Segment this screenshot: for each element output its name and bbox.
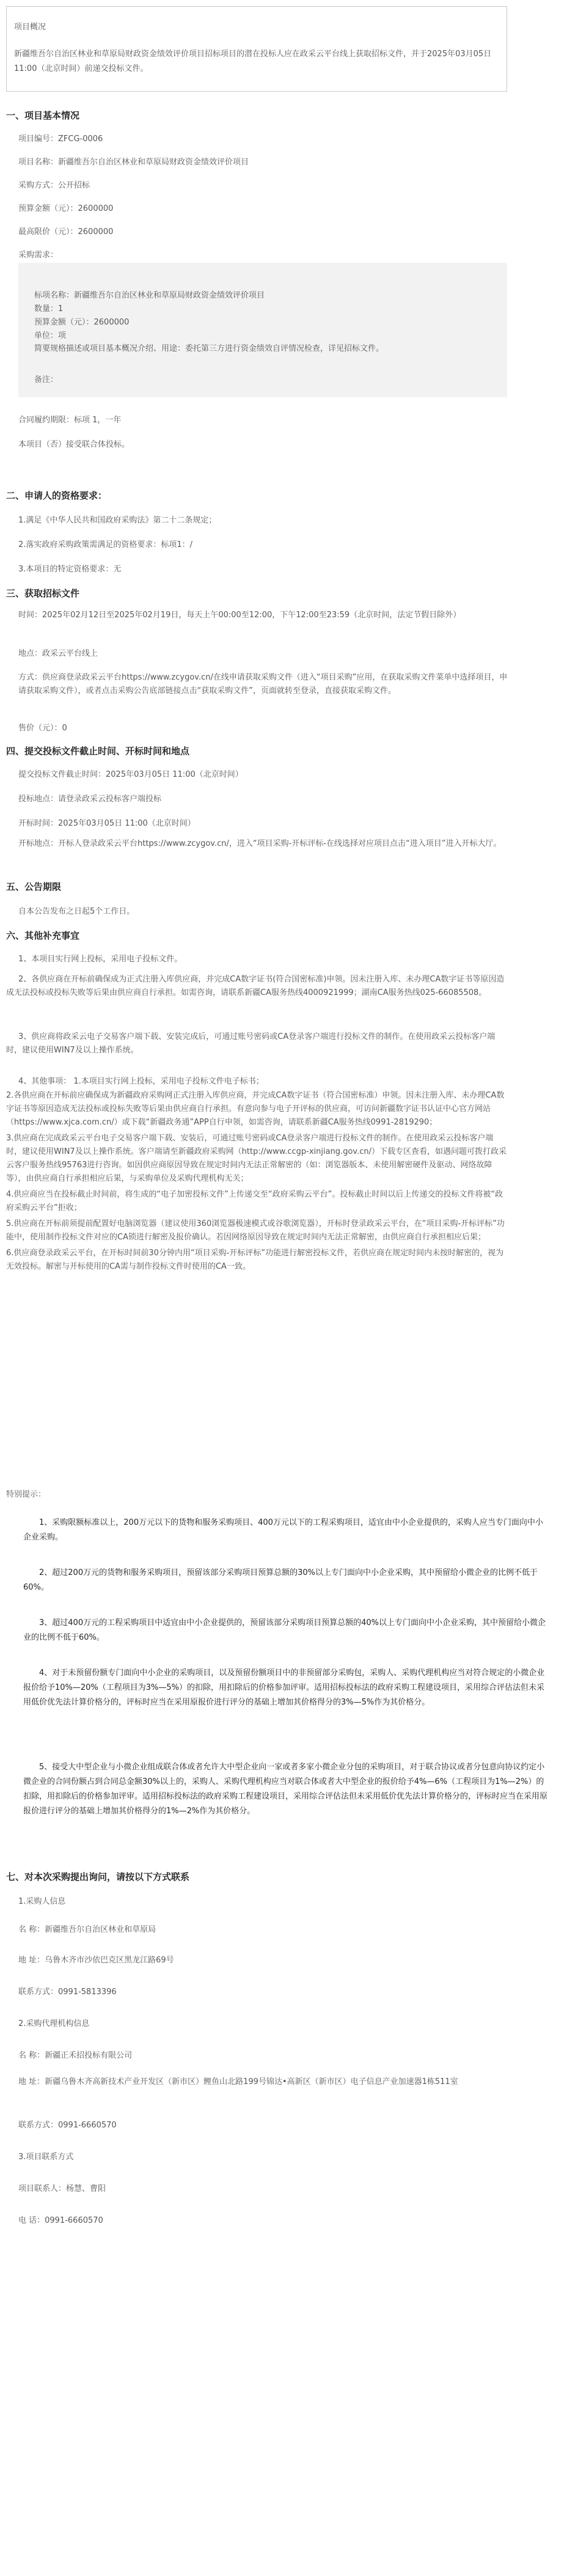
section-2-heading: 二、申请人的资格要求： xyxy=(6,490,108,501)
package-unit: 单位：项 xyxy=(34,331,67,340)
package-budget: 预算金额（元）：2600000 xyxy=(34,318,130,327)
announcement-period: 自本公告发布之日起5个工作日。 xyxy=(18,907,135,916)
agent-address: 地 址：新疆乌鲁木齐高新技术产业开发区（新市区）鲤鱼山北路199号锦达•高新区（新市区）电子信息产业加速器1栋511室 xyxy=(18,2077,458,2086)
buyer-name: 名 称：新疆维吾尔自治区林业和草原局 xyxy=(18,1925,156,1934)
qualification-item: 2.落实政府采购政策需满足的资格要求：标项1：/ xyxy=(18,540,193,549)
special-notice-label: 特别提示： xyxy=(6,1490,46,1499)
supplement-item: 3、供应商将政采云电子交易客户端下载、安装完成后，可通过账号密码或CA登录客户端进行投标文件的制作。在使用政采云投标客户端时，建议使用WIN7及以上操作系统。 xyxy=(6,1032,496,1055)
special-notice-item: 2、超过200万元的货物和服务采购项目，预留该部分采购项目预算总额的30%以上专门面向中小企业采购，其中预留给小微企业的比例不低于60%。 xyxy=(23,1568,538,1592)
qualification-item: 1.满足《中华人民共和国政府采购法》第二十二条规定； xyxy=(18,516,217,525)
bid-opening-place: 开标地点：开标人登录政采云平台https://www.zcygov.cn/，进入“项目采购-开标评标-在线选择对应项目点击“进入项目”进入开标大厅。 xyxy=(18,839,502,848)
project-name: 项目名称：新疆维吾尔自治区林业和草原局财政资金绩效评价项目 xyxy=(18,158,249,167)
bid-submission-place: 投标地点：请登录政采云投标客户端投标 xyxy=(18,794,162,804)
max-price: 最高限价（元）：2600000 xyxy=(18,227,114,237)
package-quantity: 数量：1 xyxy=(34,304,64,314)
buyer-info-title: 1.采购人信息 xyxy=(18,1897,66,1906)
section-5-heading: 五、公告期限 xyxy=(6,881,62,892)
overview-title: 项目概况 xyxy=(14,23,46,32)
project-overview-box xyxy=(6,6,507,92)
agent-phone: 联系方式：0991-6660570 xyxy=(18,2121,117,2130)
contract-period: 合同履约期限：标项 1，一年 xyxy=(18,416,122,425)
project-contact-title: 3.项目联系方式 xyxy=(18,2152,74,2162)
procurement-requirement-label: 采购需求： xyxy=(18,251,59,260)
consortium-note: 本项目（否）接受联合体投标。 xyxy=(18,440,130,449)
supplement-item: 1、本项目实行网上投标，采用电子投标文件。 xyxy=(18,955,183,964)
other-matter-item: 5.供应商在开标前须提前配置好电脑浏览器（建议使用360浏览器极速模式或谷歌浏览器），开标时登录政采云平台，在“项目采购-开标评标”功能中，使用制作投标文件对应的CA锁进行解密及报价确认。若因网络原因导致在规定时间内无法正常解密，由供应商自行承担相应后果； xyxy=(6,1219,505,1242)
package-remark: 备注： xyxy=(34,375,59,384)
other-matter-item: 2.各供应商在开标前应确保成为新疆政府采购网正式注册入库供应商，并完成CA数字证书（符合国密标准）申领。因未注册入库、未办理CA数字证书等原因造成无法投标或投标失败等后果由供应商自行承担。有意向参与电子开评标的供应商，可访问新疆数字证书认证中心官方网站（https://www.xjca.com.cn/）或下载“新疆政务通”APP自行申领，如需咨询，请联系新疆CA服务热线0991-2819290； xyxy=(6,1091,505,1127)
bid-opening-time: 开标时间：2025年03月05日 11:00（北京时间） xyxy=(18,819,196,828)
section-3-heading: 三、获取招标文件 xyxy=(6,588,80,599)
project-contact-person: 项目联系人：杨慧、曹阳 xyxy=(18,2184,106,2193)
buyer-phone: 联系方式：0991-5813396 xyxy=(18,1987,117,1997)
project-contact-phone: 电 话：0991-6660570 xyxy=(18,2216,103,2225)
section-7-heading: 七、对本次采购提出询问，请按以下方式联系 xyxy=(6,1871,190,1882)
document-price: 售价（元）：0 xyxy=(18,724,67,733)
package-info-box xyxy=(18,263,507,397)
other-matter-item: 3.供应商在完成政采云平台电子交易客户端下载、安装后，可通过账号密码或CA登录客户端进行投标文件的制作。在使用政采云投标客户端时，建议使用WIN7及以上操作系统。客户端请至新疆政府采购网（http://www.ccgp-xinjiang.gov.cn/）下载专区查看，如遇问题可拨打政采云客户服务热线95763进行咨询。如因供应商原因导致在规定时间内无法正常解密的（如：浏览器版本、未使用解密硬件及驱动、网络故障等），由供应商自行承担相应后果，与采购单位及采购代理机构无关； xyxy=(6,1134,507,1183)
section-4-heading: 四、提交投标文件截止时间、开标时间和地点 xyxy=(6,746,190,757)
overview-text: 新疆维吾尔自治区林业和草原局财政资金绩效评价项目招标项目的潜在投标人应在政采云平台线上获取招标文件，并于2025年03月05日 11:00（北京时间）前递交投标文件。 xyxy=(14,50,492,73)
package-brief: 简要规格描述或项目基本概况介绍、用途：委托第三方进行资金绩效自评情况检查，详见招标文件。 xyxy=(34,344,384,353)
agent-name: 名 称：新疆正禾招投标有限公司 xyxy=(18,2051,133,2060)
supplement-item: 2、各供应商在开标前确保成为正式注册入库供应商，并完成CA数字证书(符合国密标准)申领。因未注册入库、未办理CA数字证书等原因造成无法投标或投标失败等后果由供应商自行承担。如需咨询，请联系新疆CA服务热线4000921999；湖南CA服务热线025-66085508。 xyxy=(6,975,505,997)
project-number: 项目编号：ZFCG-0006 xyxy=(18,134,103,144)
other-matter-item: 4.供应商应当在投标截止时间前，将生成的“电子加密投标文件”上传递交至“政府采购云平台”。投标截止时间以后上传递交的投标文件将被“政府采购云平台”拒收； xyxy=(6,1190,503,1213)
special-notice-item: 4、对于未预留份额专门面向中小企业的采购项目，以及预留份额项目中的非预留部分采购包，采购人、采购代理机构应当对符合规定的小微企业报价给予10%—20%（工程项目为3%—5%）的扣除，用扣除后的价格参加评审。适用招标投标法的政府采购工程建设项目，采用综合评估法但未采用低价优先法计算价格分的，评标时应当在采用原报价进行评分的基础上增加其价格得分的3%—5%作为其价格分。 xyxy=(23,1668,545,1707)
agent-info-title: 2.采购代理机构信息 xyxy=(18,2019,90,2028)
document-acquisition-place: 地点：政采云平台线上 xyxy=(18,649,98,658)
other-matter-item: 6.供应商登录政采云平台，在开标时间前30分钟内用“项目采购-开标评标”功能进行解密投标文件，若供应商在规定时间内未按时解密的，视为无效投标。解密与开标使用的CA需与制作投标文件时使用的CA一致。 xyxy=(6,1249,504,1271)
procurement-method: 采购方式：公开招标 xyxy=(18,181,90,190)
special-notice-item: 5、接受大中型企业与小微企业组成联合体或者允许大中型企业向一家或者多家小微企业分包的采购项目，对于联合协议或者分包意向协议约定小微企业的合同份额占到合同总金额30%以上的，采购人、采购代理机构应当对联合体或者大中型企业的报价给予4%—6%（工程项目为1%—2%）的扣除，用扣除后的价格参加评审。适用招标投标法的政府采购工程建设项目，采用综合评估法但未采用低价优先法计算价格分的，评标时应当在采用原报价进行评分的基础上增加其价格得分的1%—2%作为其价格分。 xyxy=(23,1763,548,1816)
document-acquisition-time: 时间：2025年02月12日至2025年02月19日，每天上午00:00至12:00，下午12:00至23:59（北京时间，法定节假日除外） xyxy=(18,611,461,620)
special-notice-item: 1、采购限额标准以上，200万元以下的货物和服务采购项目、400万元以下的工程采购项目，适宜由中小企业提供的，采购人应当专门面向中小企业采购。 xyxy=(23,1518,543,1542)
qualification-item: 3.本项目的特定资格要求：无 xyxy=(18,565,122,574)
buyer-address: 地 址：乌鲁木齐市沙依巴克区黑龙江路69号 xyxy=(18,1956,174,1965)
section-6-heading: 六、其他补充事宜 xyxy=(6,930,80,941)
budget-amount: 预算金额（元）：2600000 xyxy=(18,204,114,213)
special-notice-item: 3、超过400万元的工程采购项目中适宜由中小企业提供的，预留该部分采购项目预算总额的40%以上专门面向中小企业采购，其中预留给小微企业的比例不低于60%。 xyxy=(23,1618,546,1642)
bid-deadline: 提交投标文件截止时间：2025年03月05日 11:00（北京时间） xyxy=(18,770,243,779)
package-name: 标项名称：新疆维吾尔自治区林业和草原局财政资金绩效评价项目 xyxy=(34,291,265,300)
other-matters-list xyxy=(6,1089,507,1274)
document-acquisition-method: 方式：供应商登录政采云平台https://www.zcygov.cn/在线申请获取采购文件（进入“项目采购”应用，在获取采购文件菜单中选择项目，申请获取采购文件），或者点击采购公告底部链接点击“获取采购文件”，页面就转至登录，直接获取采购文件。 xyxy=(18,673,508,695)
section-1-heading: 一、项目基本情况 xyxy=(6,110,80,121)
other-matters-title: 4、其他事项： 1.本项目实行网上投标，采用电子投标文件电子标书； xyxy=(18,1077,264,1086)
